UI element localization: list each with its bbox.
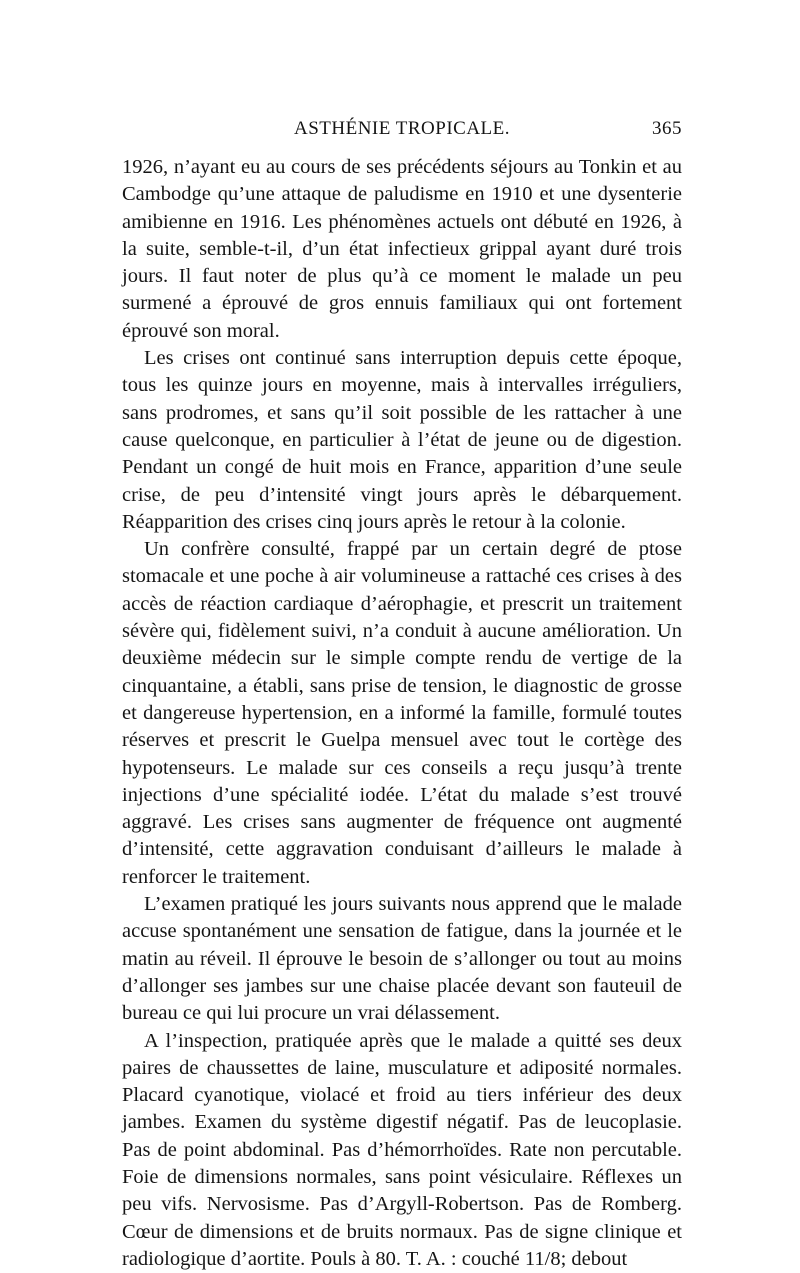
paragraph-inspection: A l’inspection, pratiquée après que le malade a quitté ses deux paires de chaussettes de laine, musculature et adiposité normales. Placard cyanotique, violacé et froid au tiers inférieur des deux jambes. Examen du système digestif négatif. Pas de leucoplasie. Pas de point abdominal. Pas d’hémorrhoïdes. Rate non percutable. Foie de dimensions normales, sans point vésiculaire. Réflexes un peu vifs. Nervosisme. Pas d’Argyll-Robertson. Pas de Romberg. Cœur de dimensions et de bruits normaux. Pas de signe clinique et radiologique d’aortite. Pouls à 80. T. A. : couché 11/8; debout [122,1028,682,1273]
body-text [122,154,682,1273]
running-head [122,112,682,146]
page-number: 365 [652,118,682,140]
paragraph-continuation: 1926, n’ayant eu au cours de ses précédents séjours au Tonkin et au Cambodge qu’une attaque de paludisme en 1910 et une dysenterie amibienne en 1916. Les phénomènes actuels ont débuté en 1926, à la suite, semble-t-il, d’un état infectieux grippal ayant duré trois jours. Il faut noter de plus qu’à ce moment le malade un peu surmené a éprouvé de gros ennuis familiaux qui ont fortement éprouvé son moral. [122,154,682,345]
paragraph-crises: Les crises ont continué sans interruption depuis cette époque, tous les quinze jours en moyenne, mais à intervalles irréguliers, sans prodromes, et sans qu’il soit possible de les rattacher à une cause quelconque, en particulier à l’état de jeune ou de digestion. Pendant un congé de huit mois en France, apparition d’une seule crise, de peu d’intensité vingt jours après le débarquement. Réapparition des crises cinq jours après le retour à la colonie. [122,345,682,536]
book-page [122,112,682,1273]
paragraph-confrere: Un confrère consulté, frappé par un certain degré de ptose stomacale et une poche à air volumineuse a rattaché ces crises à des accès de réaction cardiaque d’aérophagie, et prescrit un traitement sévère qui, fidèlement suivi, n’a conduit à aucune amélioration. Un deuxième médecin sur le simple compte rendu de vertige de la cinquantaine, a établi, sans prise de tension, le diagnostic de grosse et dangereuse hypertension, en a informé la famille, formulé toutes réserves et prescrit le Guelpa mensuel avec tout le cortège des hypotenseurs. Le malade sur ces conseils a reçu jusqu’à trente injections d’une spécialité iodée. L’état du malade s’est trouvé aggravé. Les crises sans augmenter de fréquence ont augmenté d’intensité, cette aggravation conduisant d’ailleurs le malade à renforcer le traitement. [122,536,682,891]
paragraph-examen: L’examen pratiqué les jours suivants nous apprend que le malade accuse spontanément une sensation de fatigue, dans la journée et le matin au réveil. Il éprouve le besoin de s’allonger ou tout au moins d’allonger ses jambes sur une chaise placée devant son fauteuil de bureau ce qui lui procure un vrai délassement. [122,891,682,1027]
running-title: ASTHÉNIE TROPICALE. [122,118,682,140]
